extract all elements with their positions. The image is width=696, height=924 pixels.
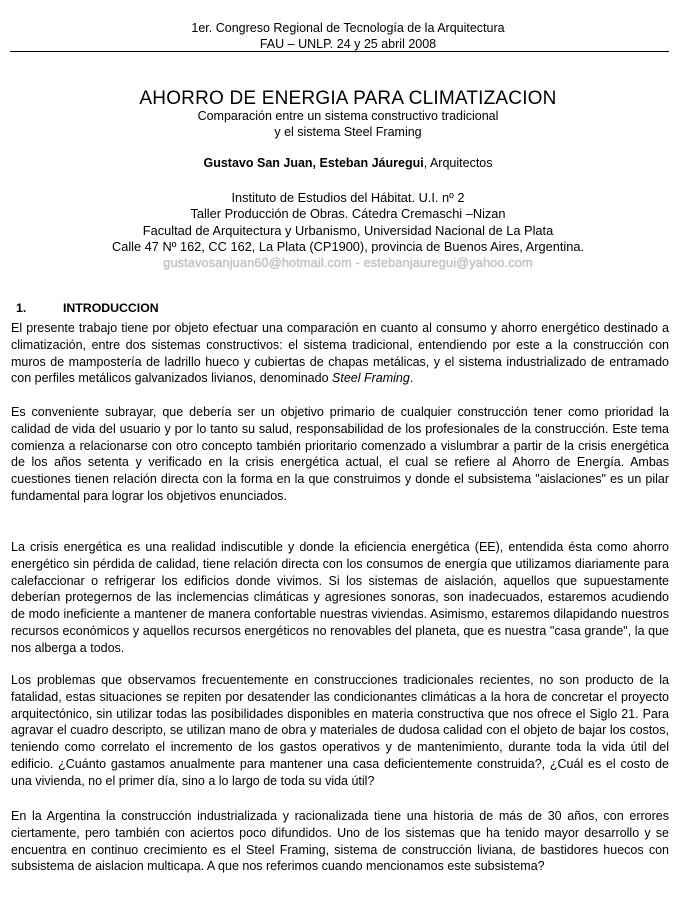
affiliation-block [0,190,696,271]
paragraph-5: En la Argentina la construcción industrializada y racionalizada tiene una historia de más de 30 años, con errores ciertamente, pero también con aciertos poco difundidos. Uno de los sistemas que ha tenido mayor desarrollo y se encuentra en continuo crecimiento es el Steel Framing, sistema de construcción liviana, de bastidores huecos con subsistema de aislacion multicapa. A que nos referimos cuando mencionamos este subsistema? [11,809,669,874]
affiliation-address: Calle 47 Nº 162, CC 162, La Plata (CP1900), provincia de Buenos Aires, Argentina. [111,238,585,254]
header-divider [10,51,669,52]
section-heading [16,300,159,316]
author-line [0,155,696,171]
paragraph-3: La crisis energética es una realidad indiscutible y donde la eficiencia energética (EE), entendida ésta como ahorro energético sin pérdida de calidad, tiene relación directa con los consumos de energía que utilizamos diariamente para calefaccionar o refrigerar los edificios donde vivimos. Si los sistemas de aislación, aquellos que supuestamente deberían protegernos de las inclemencias climáticas y agresiones sonoras, son inadecuados, estaremos acudiendo de modo ineficiente a mantener de manera confortable nuestras viviendas. Asimismo, estaremos dilapidando nuestros recursos económicos y aquellos recursos energéticos no renovables del planeta, que es nuestra "casa grande", la que nos alberga a todos. [11,540,669,655]
steel-framing-term: Steel Framing [332,371,410,386]
header-congress-line: 1er. Congreso Regional de Tecnología de la Arquitectura [191,21,505,35]
paragraph-1 [11,320,669,387]
paragraph-1-end: . [409,371,414,386]
affiliation-institute: Instituto de Estudios del Hábitat. U.I. nº 2 [231,190,465,205]
affiliation-workshop: Taller Producción de Obras. Cátedra Cremaschi –Nizan [190,206,506,222]
author-names: Gustavo San Juan, Esteban Jáuregui [203,156,424,170]
author-role: , Arquitectos [423,156,493,170]
section-number: 1. [16,301,27,315]
subtitle-line-1: Comparación entre un sistema constructivo tradicional [197,109,499,123]
running-header [0,20,696,52]
subtitle-line-2: y el sistema Steel Framing [274,125,422,139]
section-title: INTRODUCCION [63,301,159,315]
affiliation-faculty: Facultad de Arquitectura y Urbanismo, Universidad Nacional de La Plata [142,222,554,238]
paragraph-2: Es conveniente subrayar, que debería ser un objetivo primario de cualquier construcción tener como prioridad la calidad de vida del usuario y por lo tanto su salud, responsabilidad de los profesionales de la construcción. Este tema comienza a relacionarse con otro concepto también prioritario comenzado a vislumbrar a partir de la crisis energética de los años setenta y verificado en la crisis energética actual, el cual se refiere al Ahorro de Energía. Ambas cuestiones tienen relación directa con la forma en la que construimos y donde el subsistema "aislaciones" es un pilar fundamental para lograr los objetivos enunciados. [11,405,669,503]
header-date-line: FAU – UNLP. 24 y 25 abril 2008 [259,37,437,51]
paper-subtitle [0,108,696,140]
paragraph-1-text: El presente trabajo tiene por objeto efectuar una comparación en cuanto al consumo y ahorro energético destinado a climatización, entre dos sistemas constructivos: el sistema tradicional, entendiendo por este a la construcción con muros de mampostería de ladrillo hueco y cubiertas de chapas metálicas, y el sistema industrializado de entramado con perfiles metálicos galvanizados livianos, denominado [11,321,669,386]
paragraph-4: Los problemas que observamos frecuentemente en construcciones tradicionales recientes, no son producto de la fatalidad, estas situaciones se repiten por desatender las condicionantes climáticas a la hora de concretar el proyecto arquitectónico, sin utilizar todas las posibilidades disponibles en materia constructiva que nos ofrece el Siglo 21. Para agravar el cuadro descripto, se utilizan mano de obra y materiales de dudosa calidad con el objeto de bajar los costos, teniendo como correlato el incremento de los gastos operativos y de mantenimiento, durante toda la vida útil del edificio. ¿Cuánto gastamos anualmente para mantener una casa deficientemente construida?, ¿Cuál es el costo de una vivienda, no el primer día, sino a lo largo de toda su vida útil? [11,673,669,788]
author-emails: gustavosanjuan60@hotmail.com - estebanjauregui@yahoo.com [163,255,533,271]
paper-title: AHORRO DE ENERGIA PARA CLIMATIZACION [139,88,557,109]
